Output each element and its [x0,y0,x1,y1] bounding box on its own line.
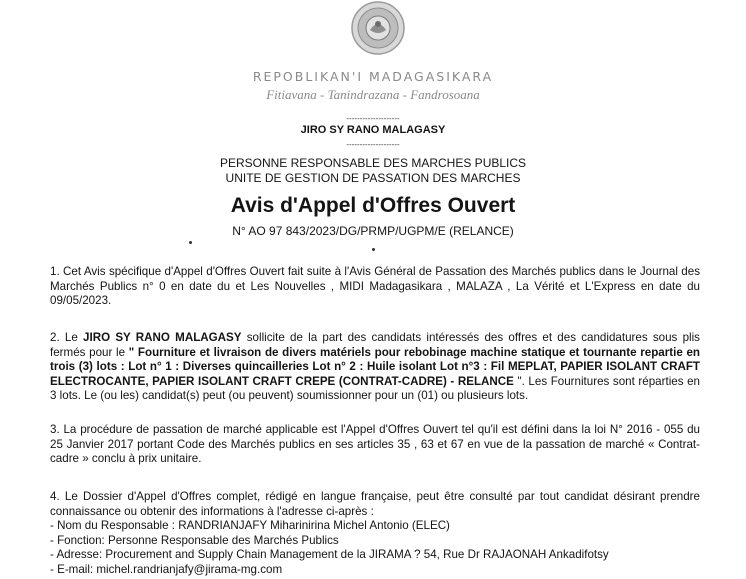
paragraph-4 [50,490,700,519]
paragraph-2-text [50,331,700,404]
paragraph-1-text: 1. Cet Avis spécifique d'Appel d'Offres Ouvert fait suite à l'Avis Général de Passation des Marchés publics dans le Journal des Marchés Publics n° 0 en date du et Les Nouvelles , MIDI Madagasikara , MALAZA , La Vérité et L'Express en date du 09/05/2023. [50,265,700,307]
p2-intro: 2. Le [50,331,84,344]
separator-bottom: -------------------- [346,140,400,149]
p2-lots: ". Les Fournitures sont réparties en 3 lots. Le (ou les) candidat(s) peut (ou peuvent) soumissionner pour un (01) ou plusieurs lots. [50,374,700,402]
paragraph-4-text: 4. Le Dossier d'Appel d'Offres complet, rédigé en langue française, peut être consulté par tout candidat désirant prendre connaissance ou obtenir des informations à l'adresse ci-après : [50,490,700,518]
republic-seal-emblem [348,0,408,60]
contact-responsible: - Nom du Responsable : RANDRIANJAFY Miharinirina Michel Antonio (ELEC) [50,519,450,532]
republic-name: REPOBLIKAN'I MADAGASIKARA [252,69,494,84]
contact-list [50,519,700,577]
ministry-name: JIRO SY RANO MALAGASY [300,124,446,136]
contact-address: - Adresse: Procurement and Supply Chain Management de la JIRAMA ? 54, Rue Dr RAJAONAH Ankadifotsy [50,548,609,561]
notice-reference: N° AO 97 843/2023/DG/PRMP/UGPM/E (RELANCE) [232,224,514,238]
p2-company: JIRO SY RANO MALAGASY [83,331,242,344]
contact-email[interactable]: - E-mail: michel.randrianjafy@jirama-mg.com [50,562,283,576]
scan-speck [189,241,192,244]
scan-speck [372,248,375,251]
paragraph-3 [50,423,700,467]
office-line-2: UNITE DE GESTION DE PASSATION DES MARCHES [225,171,521,185]
paragraph-1 [50,265,700,309]
contact-function: - Fonction: Personne Responsable des Marchés Publics [50,533,339,547]
p2-request: sollicite de la part des candidats intéressés des offres et des candidatures sous plis fermés pour le [50,331,700,359]
p2-object: " Fourniture et livraison de divers matériels pour rebobinage machine statique et tournante repartie en trois (3) lots : Lot n° 1 : Diverses quincailleries Lot n° 2 : Huile isolant Lot n°3 : Fil MEPLAT, PAPIER ISOLANT CRAFT ELECTROCANTE, PAPIER ISOLANT CRAFT CREPE (CONTRAT-CADRE) - RELANCE [50,345,700,388]
office-line-1: PERSONNE RESPONSABLE DES MARCHES PUBLICS [219,156,527,170]
paragraph-2 [50,331,700,404]
paragraph-3-text: 3. La procédure de passation de marché applicable est l'Appel d'Offres Ouvert tel qu'il est défini dans la loi N° 2016 - 055 du 25 Janvier 2017 portant Code des Marchés publics en ses articles 35 , 63 et 67 en vue de la passation de marché « Contrat-cadre » conclu à prix unitaire. [50,423,700,465]
notice-title: Avis d'Appel d'Offres Ouvert [230,194,516,217]
republic-motto: Fitiavana - Tanindrazana - Fandrosoana [266,87,480,102]
separator-top: -------------------- [346,114,400,123]
